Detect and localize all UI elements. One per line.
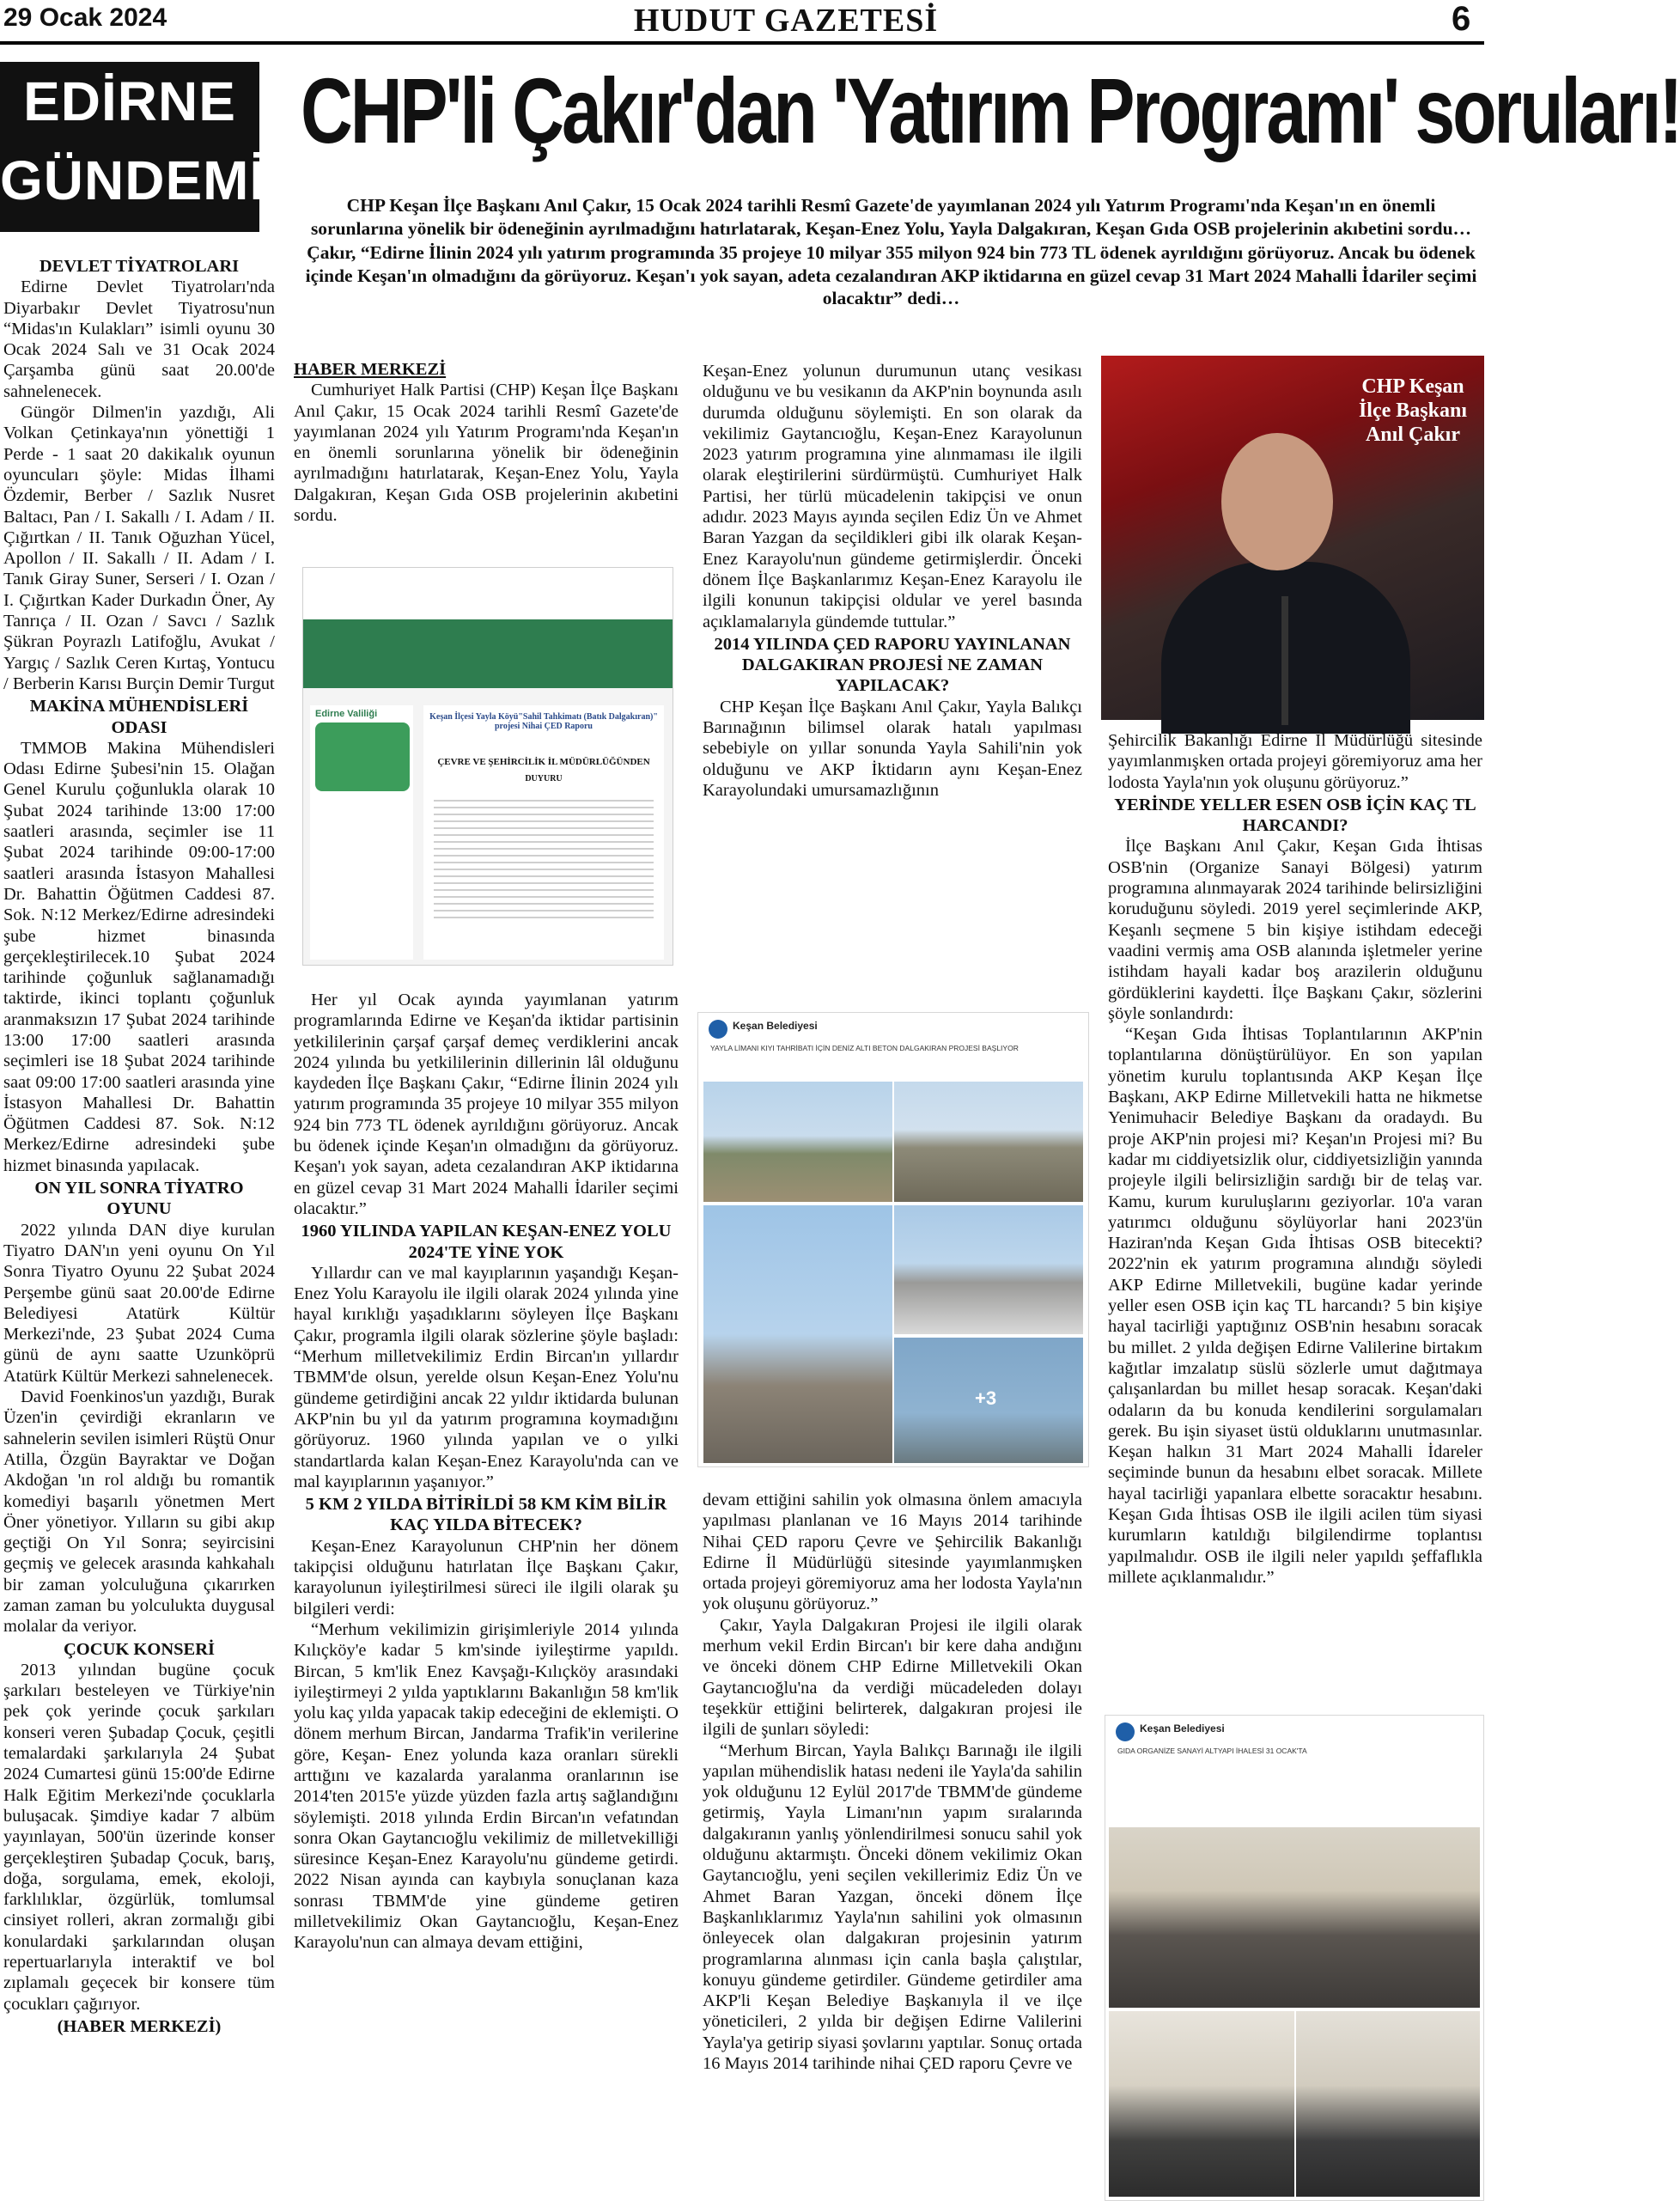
- post-photo-meeting: [1109, 1827, 1480, 2008]
- ced-report-screenshot: [302, 567, 673, 966]
- news-paragraph: Edirne Devlet Tiyatroları'nda Diyarbakır Devlet Tiyatrosu'nun “Midas'ın Kulakları” isimli oyunu 30 Ocak 2024 Salı ve 31 Ocak 2024 Çarşamba günü saat 20.00'de sahnelenecek.: [3, 277, 275, 401]
- post-page-name: Keşan Belediyesi: [733, 1020, 818, 1032]
- page-number: 6: [1452, 0, 1471, 38]
- website-header: [303, 568, 673, 621]
- news-paragraph: 2013 yılından bugüne çocuk şarkıları besteleyen ve Türkiye'nin pek çok yerinde çocuk şarkıları konseri veren Şubadap Çocuk, çeşitli temalardaki şarkılarıyla 24 Şubat 2024 Cumartesi günü 15:00'de Edirne Halk Eğitim Merkezi'nde çocuklarla buluşacak. Şimdiye kadar 7 albüm yayınlayan, 500'ün üzerinde konser gerçekleştiren Şubadap Çocuk, barış, doğa, sorgulama, emek, ekoloji, farklılıklar, özgürlük, tomlumsal cinsiyet rolleri, akran zormalığı gibi konulardaki şarkılarından oluşan repertuarlarıyla interaktif ve bol zıplamalı geçecek bir konsere tüm çocukları çağırıyor.: [3, 1660, 275, 2014]
- article-paragraph: “Keşan Gıda İhtisas Toplantılarının AKP'nin toplantılarına dönüştürülüyor. En son yapılan yönetim kurulu toplantısında AKP Keşan İlçe Başkanı, AKP Edirne Milletvekili hatta ne hikmetse Yenimuhacir Belediye Başkanı da oradaydı. Bu proje AKP'nin projesi mi? Keşan'ın Projesi mi? Bu kadar mı ciddiyetsizlik olur, ciddiyetsizliğin yanında projeyle ilgili belirsizliğin sardığı bir de telaş var. Kamu, kurum kuruluşlarını geziyorlar. 10'a varan yatırımcı olduğunu söylüyorlar hani 2023'ün Haziran'nda Keşan Gıda İhtisas OSB bitecekti? 2022'nin ek yatırım programına alındığı söyledi AKP Edirne Milletvekili, bugüne kadar yerinde yeller esen OSB için kaç TL harcandı? 5 bin kişiye hayal tacirliği yaptığınız OSB'nin hesabını soracak bu millet. 2 yılda değişen Edirne Valilerine birtakım kağıtlar imzalatıp süslü sözlerle umut dağıtmaya çalışanlardan bu millet hesap soracak. Keşan'daki odaların da bu konuda kendilerini sorgulamaları gerek. Bu işin siyaset üstü olduklarını unutmasınlar. Keşan halkın 31 Mart 2024 Mahalli İdareler seçiminde bunun da hesabını elbet soracak. Millete hayal tacirliği yapanlara elbette soracaktır hesabını. Keşan Gıda İhtisas OSB ile ilgili acilen tüm siyasi kurumların katıldığı bilgilendirme toplantısı yapılmalıdır. OSB ile ilgili neler yapıldı şeffaflıkla millete açıklanmalıdır.”: [1108, 1025, 1482, 1587]
- sidebar-banner-text: Edirne Valiliği: [315, 709, 378, 719]
- news-paragraph: David Foenkinos'un yazdığı, Burak Üzen'in çevirdiği ekranların ve sahnelerin sevilen isimleri Rüştü Onur Atilla, Özgün Bayraktar ve Doğan Akdoğan 'ın rol aldığı bu romantik komediyi başarılı yönetmen Mert Öner yönetiyor. Yılların su gibi akıp geçtiği On Yıl Sonra; seyircisini geçmiş ve gelecek arasında kahkahalı bir zaman yolculuğuna çıkarırken zaman zaman bu yolculukta duygusal molalar da veriyor.: [3, 1387, 275, 1637]
- article-paragraph: Şehircilik Bakanlığı Edirne İl Müdürlüğü sitesinde yayımlanmışken ortada projeyi göremiyoruz ama her lodosta Yayla'nın yok oluşunu görüyoruz.”: [1108, 731, 1482, 792]
- article-byline: HABER MERKEZİ: [294, 360, 447, 379]
- portrait-head: [1221, 433, 1333, 570]
- newspaper-name: HUDUT GAZETESİ: [633, 3, 939, 39]
- section-badge: [0, 62, 266, 232]
- news-heading: ÇOCUK KONSERİ: [64, 1639, 215, 1659]
- news-paragraph: TMMOB Makina Mühendisleri Odası Edirne Şubesi'nin 15. Olağan Genel Kurulu çoğunlukla olarak 10 Şubat 2024 tarihinde 13:00 17:00 saatleri arasında, seçimler ise 11 Şubat 2024 tarihinde 09:00-17:00 saatleri arasında İstasyon Mahallesi Dr. Bahattin Öğütmen Caddesi 87. Sok. N:12 Merkez/Edirne adresindeki şube hizmet binasında gerçekleştirilecek.10 Şubat 2024 tarihinde çoğunluk sağlanamadığı taktirde, ikinci toplantı çoğunluk aranmaksızın 17 Şubat 2024 tarihinde 13:00 17:00 saatleri arasında seçimleri ise 18 Şubat 2024 tarihinde saat 09:00 17:00 saatleri arasında yine İstasyon Mahallesi Dr. Bahattin Öğütmen Caddesi 87. Sok. N:12 Merkez/Edirne adresindeki şube hizmet binasında yapılacak.: [3, 738, 275, 1175]
- article-paragraph: Keşan-Enez yolunun durumunun utanç vesikası olduğunu ve bu vesikanın da AKP'nin boynunda asılı durumda olduğunu söylemişti. En son olarak da vekilimiz Gaytancıoğlu, Keşan-Enez Karayolunun 2023 yatırım programına yine alınmaması ile ilgili olarak eleştirilerini sürdürmüştü. Cumhuriyet Halk Partisi, her türlü mücadelenin takipçisi ve onun adıdır. 2023 Mayıs ayında seçilen Ediz Ün ve Ahmet Baran Yazgan da seçildikleri gibi ilk olarak Keşan-Enez Karayolu'nun gündeme getirmişlerdir. Önceki dönem İlçe Başkanlarımız Keşan-Enez Karayolu ile ilgili konunun takipçisi oldular ve yerel basında açıklamalarıyla gündemde tuttular.”: [703, 362, 1082, 631]
- document-heading: ÇEVRE VE ŞEHİRCİLİK İL MÜDÜRLÜĞÜNDEN: [437, 757, 650, 767]
- document-subheading: DUYURU: [525, 774, 563, 783]
- deck-paragraph-1: CHP Keşan İlçe Başkanı Anıl Çakır, 15 Ocak 2024 tarihli Resmî Gazete'de yayımlanan 2024 yılı Yatırım Programı'nda Keşan'ın en önemli sorunlarına yönelik bir ödeneğinin ayrılmadığını hatırlatarak, Keşan-Enez Yolu, Yayla Dalgakıran, Keşan Gıda OSB projelerinin akıbetini sordu…: [310, 195, 1472, 239]
- news-signature: (HABER MERKEZİ): [57, 2016, 222, 2036]
- main-headline: CHP'li Çakır'dan 'Yatırım Programı' soruları!: [301, 58, 1680, 162]
- photo-caption: [1359, 375, 1467, 447]
- article-column-3-bottom: [703, 1490, 1082, 2074]
- article-paragraph: Keşan-Enez Karayolunun CHP'nin her dönem takipçisi olduğunu hatırlatan İlçe Başkanı Çakır, karayolunun iyileştirilmesi süreci ile ilgili olarak şu bilgileri verdi:: [294, 1536, 679, 1619]
- article-paragraph: devam ettiğini sahilin yok olmasına önlem amacıyla yapılması planlanan ve 16 Mayıs 2014 tarihinde Nihai ÇED raporu Çevre ve Şehircilik Bakanlığı Edirne İl Müdürlüğü sitesinde yayımlanmışken ortada projeyi göremiyoruz ama her lodosta Yayla'nın yok oluşunu görüyoruz.”: [703, 1491, 1082, 1614]
- post-photo: [703, 1082, 892, 1202]
- caption-line: Anıl Çakır: [1365, 424, 1460, 446]
- article-subheading: 1960 YILINDA YAPILAN KEŞAN-ENEZ YOLU 2024'TE YİNE YOK: [301, 1222, 672, 1262]
- post-photo: [894, 1082, 1083, 1202]
- province-map-image: [315, 722, 410, 791]
- document-title: Keşan İlçesi Yayla Köyü"Sahil Tahkimatı (Batık Dalgakıran)" projesi Nihai ÇED Raporu: [429, 712, 658, 731]
- article-paragraph: İlçe Başkanı Anıl Çakır, Keşan Gıda İhtisas OSB'nin (Organize Sanayi Bölgesi) yatırım programına alınmayarak 2024 tarihinde belirsizliğini koruduğunu söyledi. 2019 yerel seçimlerinde AKP, Keşanlı seçmene 5 bin kişiye istihdam edeceği vaadini vermiş ama OSB alanında işletmeler yerine istihdam hayali kadar boş arazilerin olduğunu gördüklerini kaydetti. İlçe Başkanı Çakır, sözlerini şöyle sonlandırdı:: [1108, 837, 1482, 1023]
- facebook-post-dalgakiran: [697, 1012, 1089, 1467]
- issue-date: 29 Ocak 2024: [3, 3, 167, 32]
- website-document: [423, 705, 664, 960]
- post-text: YAYLA LİMANI KIYI TAHRİBATI İÇİN DENİZ ALTI BETON DALGAKIRAN PROJESİ BAŞLIYOR: [710, 1044, 1019, 1052]
- article-paragraph: CHP Keşan İlçe Başkanı Anıl Çakır, Yayla Balıkçı Barınağının bilimsel olarak hatalı yapılması sebebiyle on yıllar sonunda Yayla Sahili'nin yok olduğunu ve AKP İktidarın aynı Keşan-Enez Karayolundaki umursamazlığının: [703, 697, 1082, 800]
- article-paragraph: Cumhuriyet Halk Partisi (CHP) Keşan İlçe Başkanı Anıl Çakır, 15 Ocak 2024 tarihli Resmî Gazete'de yayımlanan 2024 yılı Yatırım Programı'nda Keşan'ın en önemli sorunlarına yönelik bir ödeneğinin ayrılmadığını hatırlatarak, Keşan-Enez Yolu, Yayla Dalgakıran, Keşan Gıda OSB projelerinin akıbetini sordu.: [294, 381, 679, 526]
- article-column-2-top: [294, 359, 679, 526]
- post-photo-group: [1296, 2011, 1480, 2197]
- news-paragraph: 2022 yılında DAN diye kurulan Tiyatro DAN'ın yeni oyunu On Yıl Sonra Tiyatro Oyunu 22 Şubat 2024 Perşembe günü saat 20.00'de Edirne Belediyesi Atatürk Kültür Merkezi'nde, 23 Şubat 2024 Cuma günü de aynı saatte Uzunköprü Atatürk Kültür Merkezi sahnelenecek.: [3, 1220, 275, 1386]
- section-badge-line2: GÜNDEMİ: [0, 149, 266, 211]
- facebook-post-osb: [1105, 1715, 1484, 2201]
- news-heading: ON YIL SONRA TİYATRO OYUNU: [34, 1179, 244, 1219]
- article-paragraph: “Merhum Bircan, Yayla Balıkçı Barınağı ile ilgili yapılan mühendislik hatası nedeni ile Yayla'da sahilin yok olduğunu 12 Eylül 2017'de TBMM'de gündeme getirmiş, Yayla Limanı'nın yapım sıralarında dalgakıranın yanlış yönlendirilmesi sonucu sahil yok olduğunu aktarmıştı. Önceki dönem vekilimiz Okan Gaytancıoğlu, yeni seçilen vekillerimiz Ediz Ün ve Ahmet Baran Yazgan, önceki dönem İlçe Başkanlıklarımız Yayla'nın sahilini yok olmasının önleyecek olan dalgakıran projesinin yatırım programlarına alınması için canla başla çalıştılar, konuyu gündeme getirdiler. Gündeme getirdiler ama AKP'li Keşan Belediye Başkanıyla il ve ilçe yöneticileri, 2 yılda bir değişen Edirne Valilerini Yayla'ya getirip siyasi şovlarını yaptılar. Sonuç ortada 16 Mayıs 2014 tarihinde nihai ÇED raporu Çevre ve: [703, 1741, 1082, 2074]
- page-avatar: [1116, 1722, 1135, 1741]
- post-photo-group: [1109, 2011, 1294, 2197]
- microphone: [1281, 596, 1288, 725]
- more-photos-count[interactable]: +3: [975, 1387, 997, 1409]
- header-rule: [0, 41, 1484, 45]
- deck-paragraph-2: Çakır, “Edirne İlinin 2024 yılı yatırım programında 35 projeye 10 milyar 355 milyon 924 bin 773 TL ödenek ayrıldığını görüyoruz. Ancak bu ödenek içinde Keşan'ın olmadığını da görüyoruz. Keşan'ı yok sayan, adeta cezalandıran AKP iktidarına en güzel cevap 31 Mart 2024 Mahalli İdariler seçimi olacaktır” dedi…: [305, 242, 1477, 308]
- caption-line: CHP Keşan: [1361, 375, 1464, 398]
- post-photo: [894, 1205, 1083, 1334]
- news-heading: DEVLET TİYATROLARI: [39, 257, 240, 276]
- document-body-lines: [434, 795, 654, 924]
- caption-line: İlçe Başkanı: [1358, 399, 1467, 422]
- website-banner: [303, 619, 673, 688]
- article-paragraph: Çakır, Yayla Dalgakıran Projesi ile ilgili olarak merhum vekil Erdin Bircan'ı bir kere daha andığını ve önceki dönem CHP Edirne Milletvekili Okan Gaytancıoğlu'na da verdiği mücadeleden dolayı teşekkür ettiğini belirterek, dalgakıran projesi ile ilgili de şunları söyledi:: [703, 1615, 1082, 1740]
- post-photo-people: [703, 1205, 892, 1463]
- article-column-2-bottom: [294, 990, 679, 1954]
- article-subheading: 5 KM 2 YILDA BİTİRİLDİ 58 KM KİM BİLİR KAÇ YILDA BİTECEK?: [305, 1495, 667, 1535]
- article-column-3-top: [703, 361, 1082, 801]
- left-news-column: [3, 254, 275, 2037]
- article-deck: [301, 194, 1482, 312]
- post-page-name: Keşan Belediyesi: [1140, 1722, 1225, 1735]
- news-heading: MAKİNA MÜHENDİSLERİ ODASI: [29, 697, 249, 737]
- article-paragraph: “Merhum vekilimizin girişimleriyle 2014 yılında Kılıçköy'e kadar 5 km'sinde iyileştirme yapıldı. Bircan, 5 km'lik Enez Kavşağı-Kılıçköy arasındaki iyileştirmeyi 2 yılda yaptıklarını Bakanlığın 58 km'lik yolu kaç yılda yapacak takip edeceğini de eklemişti. O dönem merhum Bircan, Jandarma Trafik'in verilerine göre, Keşan- Enez yolunda kaza oranları sürekli arttığını ve kazalarda yaralanma oranlarının ise 2014'ten 2015'e yüzde yüzden fazla artış sağlandığını söylemişti. 2018 yılında Erdin Bircan'ın vefatından sonra Okan Gaytancıoğlu vekilimiz de milletvekilliği süresince Keşan-Enez Karayolu'nu gündeme getirdi. 2022 Nisan ayında can kaybıyla sonuçlanan kaza sonrası TBMM'de yine gündeme getiren milletvekilimiz Okan Gaytancıoğlu, Keşan-Enez Karayolu'nun can almaya devam ettiğini,: [294, 1619, 679, 1953]
- article-subheading: YERİNDE YELLER ESEN OSB İÇİN KAÇ TL HARCANDI?: [1114, 795, 1476, 836]
- article-column-4: [1108, 730, 1482, 1588]
- page-avatar: [709, 1020, 727, 1039]
- post-text: GIDA ORGANİZE SANAYİ ALTYAPI İHALESİ 31 OCAK'TA: [1117, 1747, 1307, 1755]
- portrait-photo: [1101, 356, 1484, 720]
- section-badge-line1: EDİRNE: [23, 70, 236, 132]
- news-paragraph: Güngör Dilmen'in yazdığı, Ali Volkan Çetinkaya'nın yönettiği 1 Perde - 1 saat 20 dakikalık oyunun oyuncuları şöyle: Midas İlhami Özdemir, Berber / Sazlık Nusret Baltacı, Pan / I. Sakallı / I. Adam / II. Çığırtkan / II. Tanık Oğuzhan Yücel, Apollon / II. Sakallı / II. Adam / I. Tanık Giray Suner, Serseri / I. Ozan / I. Çığırtkan Kader Durkadın Öner, Ay Tanrıça / II. Ozan / Savcı / Sazlık Şükran Poyrazlı Latifoğlu, Avukat / Yargıç / Sazlık Ceren Kırtaş, Yontucu / Berberin Karısı Burçin Demir Turgut: [3, 403, 275, 693]
- article-paragraph: Her yıl Ocak ayında yayımlanan yatırım programlarında Edirne ve Keşan'da iktidar partisinin yetkililerinin çarşaf çarşaf demeç verdiklerini ancak 2024 yılında bu yetkililerinin dillerinin lâl olduğunu kaydeden İlçe Başkanı Çakır, “Edirne İlinin 2024 yılı yatırım programında 35 projeye 10 milyar 355 milyon 924 bin 773 TL ödenek ayrıldığını görüyoruz. Ancak bu ödenek içinde Keşan'ın olmadığını da görüyoruz. Keşan'ı yok sayan, adeta cezalandıran AKP iktidarına en güzel cevap 31 Mart 2024 Mahalli İdariler seçimi olacaktır.”: [294, 991, 679, 1218]
- article-subheading: 2014 YILINDA ÇED RAPORU YAYINLANAN DALGAKIRAN PROJESİ NE ZAMAN YAPILACAK?: [714, 634, 1071, 696]
- article-paragraph: Yıllardır can ve mal kayıplarının yaşandığı Keşan-Enez Yolu Karayolu ile ilgili olarak 2024 yılında yine hayal kırıklığı yaşadıklarını söyleyen İlçe Başkanı Çakır, programla ilgili olarak sözlerine şöyle başladı: “Merhum milletvekilimiz Erdin Bircan'ın yıllardır TBMM'de olsun, yerelde olsun Keşan-Enez Yolu'nu gündeme getirdiğini ancak 22 yıldır iktidarda bulunan AKP'nin bu yıl da yatırım programına koymadığını görüyoruz. 1960 yılında yapılan ve o yılki standartlarda kalan Keşan-Enez Karayolu'nda can ve mal kayıplarının yaşanıyor.”: [294, 1263, 679, 1491]
